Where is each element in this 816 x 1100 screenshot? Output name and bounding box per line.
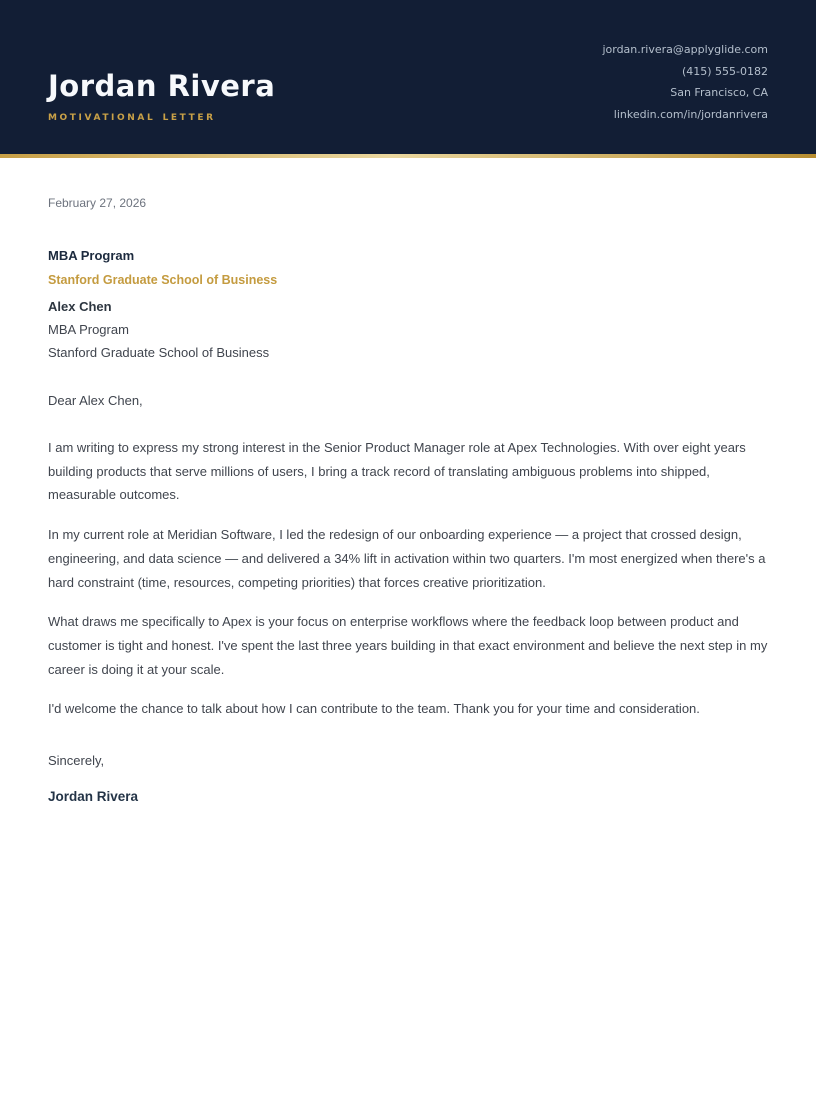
recipient-contact-school: Stanford Graduate School of Business [48, 345, 270, 360]
contact-block [602, 0, 768, 154]
paragraph-motivation: What draws me specifically to Apex is your focus on enterprise workflows where the feedback loop between product and customer is tight and honest. I've spent the last three years building in that exact environment and believe the next step in my career is doing it at your scale. [48, 614, 768, 677]
identity-block [48, 68, 276, 155]
signature-name: Jordan Rivera [48, 789, 139, 805]
contact-location: San Francisco, CA [670, 86, 768, 99]
paragraph-experience: In my current role at Meridian Software, I led the redesign of our onboarding experience — a project that crossed design, engineering, and data science — and delivered a 34% lift in activation within two quarters. I'm most energized when there's a hard constraint (time, resources, competing priorities) that forces creative prioritization. [48, 527, 766, 590]
person-name: Jordan Rivera [48, 68, 276, 103]
contact-linkedin: linkedin.com/in/jordanrivera [613, 107, 768, 121]
salutation: Dear Alex Chen, [48, 393, 143, 408]
letter-date: February 27, 2026 [48, 196, 147, 210]
recipient-contact-name: Alex Chen [48, 299, 112, 314]
paragraph-thanks: I'd welcome the chance to talk about how I can contribute to the team. Thank you for your time and consideration. [48, 701, 700, 717]
recipient-contact-program: MBA Program [48, 322, 129, 337]
closing: Sincerely, [48, 753, 105, 769]
contact-email: jordan.rivera@applyglide.com [602, 43, 768, 56]
letter-body [0, 158, 816, 805]
paragraph-intro: I am writing to express my strong interest in the Senior Product Manager role at Apex Technologies. With over eight years building products that serve millions of users, I bring a track record of translating ambiguous problems into shipped, measurable outcomes. [48, 440, 746, 503]
recipient-program: MBA Program [48, 248, 135, 263]
document-subtitle: motivational letter [48, 107, 216, 124]
contact-phone: (415) 555-0182 [681, 64, 768, 78]
recipient-school: Stanford Graduate School of Business [48, 273, 278, 287]
letter-header [0, 0, 816, 158]
